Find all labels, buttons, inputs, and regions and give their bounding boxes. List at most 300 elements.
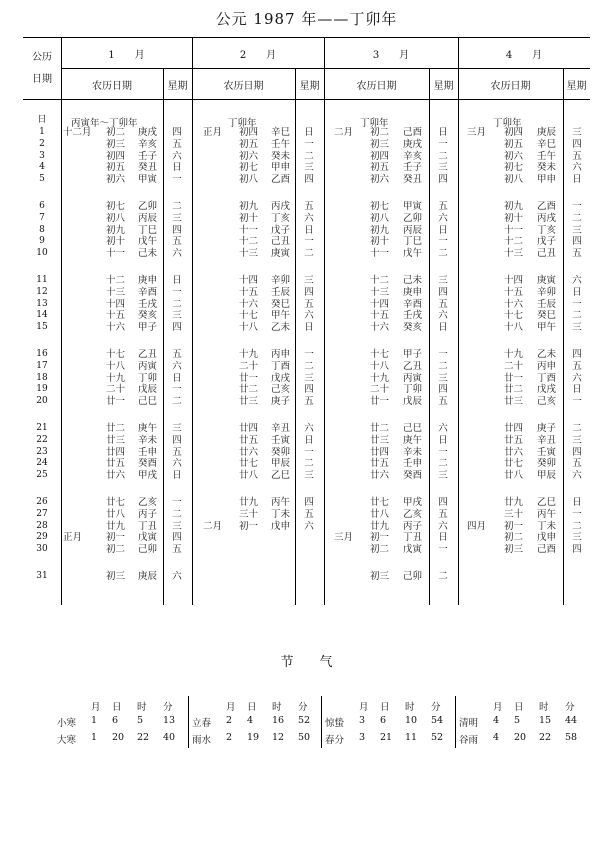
weekday: 二	[438, 150, 448, 162]
day-number: 11	[36, 275, 48, 285]
weekday: 日	[572, 286, 582, 298]
jieqi-value: 11	[405, 732, 418, 743]
ganzhi: 壬寅	[537, 446, 557, 458]
jieqi-value: 4	[493, 732, 500, 743]
weekday: 六	[172, 571, 182, 582]
lunar-day: 廿八	[106, 508, 126, 520]
ganzhi: 乙酉	[537, 201, 557, 212]
weekday: 四	[572, 446, 582, 458]
lunar-month: 四月	[467, 520, 487, 532]
lunar-day: 初五	[504, 138, 524, 150]
lunar-day: 初六	[370, 174, 390, 186]
day-number: 1	[39, 127, 45, 137]
weekday: 四	[172, 127, 182, 138]
weekday: 二	[304, 248, 314, 260]
weekday: 六	[304, 423, 314, 434]
day-number: 12	[36, 286, 48, 297]
week-header: 星期	[566, 81, 587, 92]
weekday: 日	[438, 322, 448, 334]
lunar-day: 初十	[370, 236, 390, 248]
ganzhi: 己未	[138, 248, 158, 260]
col-divider	[429, 68, 430, 605]
jieqi-value: 54	[431, 715, 444, 726]
lunar-day: 廿四	[504, 423, 524, 434]
ganzhi: 己丑	[271, 236, 291, 248]
lunar-day: 廿一	[106, 396, 126, 408]
jieqi-name: 小寒	[57, 718, 77, 729]
weekday: 五	[572, 248, 582, 260]
ganzhi: 丁未	[537, 520, 557, 532]
jieqi-value: 21	[380, 732, 393, 743]
ganzhi: 乙卯	[403, 212, 423, 224]
jieqi-value: 1	[91, 715, 98, 726]
lunar-day: 十三	[239, 248, 259, 260]
lunar-day: 初六	[106, 174, 126, 186]
jieqi-name: 谷雨	[459, 735, 479, 746]
day-number: 2	[39, 138, 45, 149]
weekday: 二	[438, 571, 448, 582]
lunar-day: 廿九	[239, 497, 259, 508]
jieqi-col-header: 月	[359, 702, 369, 713]
ganzhi: 丁卯	[138, 372, 158, 384]
ganzhi: 丁亥	[537, 224, 557, 236]
weekday: 一	[572, 396, 582, 408]
lunar-day: 十九	[106, 372, 126, 384]
ganzhi: 壬辰	[271, 286, 291, 298]
weekday: 六	[172, 248, 182, 260]
weekday: 一	[172, 286, 182, 298]
jieqi-value: 22	[539, 732, 552, 743]
lunar-day: 十九	[504, 349, 524, 360]
weekday: 二	[172, 396, 182, 408]
lunar-day: 三十	[504, 508, 524, 520]
ganzhi: 辛卯	[537, 286, 557, 298]
lunar-day: 初二	[370, 544, 390, 556]
weekday: 二	[438, 360, 448, 372]
ganzhi: 庚寅	[271, 248, 291, 260]
ganzhi: 丙子	[403, 520, 423, 532]
ganzhi: 甲午	[271, 310, 291, 322]
weekday: 一	[438, 349, 448, 360]
ganzhi: 乙巳	[271, 470, 291, 482]
weekday: 二	[172, 201, 182, 212]
month-header-2: 2 月	[239, 50, 277, 61]
lunar-day: 二十	[370, 384, 390, 396]
col-divider	[563, 68, 564, 605]
weekday: 六	[304, 212, 314, 224]
ganzhi: 己丑	[537, 248, 557, 260]
jieqi-value: 50	[298, 732, 311, 743]
weekday: 一	[172, 497, 182, 508]
weekday: 日	[172, 275, 182, 286]
day-number: 6	[39, 201, 45, 211]
weekday: 五	[572, 360, 582, 372]
lunar-day: 初四	[239, 127, 259, 138]
ganzhi: 癸未	[271, 150, 291, 162]
weekday: 六	[304, 520, 314, 532]
jieqi-value: 13	[163, 715, 176, 726]
ganzhi: 癸酉	[403, 470, 423, 482]
weekday: 四	[572, 236, 582, 248]
weekday: 三	[572, 532, 582, 544]
day-number: 22	[36, 434, 48, 445]
ganzhi: 戊子	[537, 236, 557, 248]
weekday: 三	[572, 127, 582, 138]
ganzhi: 壬申	[403, 458, 423, 470]
jieqi-col-header: 分	[298, 702, 308, 713]
col-divider	[295, 68, 296, 605]
ganzhi: 戊午	[403, 248, 423, 260]
ganzhi: 己酉	[537, 544, 557, 556]
day-number: 7	[39, 212, 45, 223]
ganzhi: 甲寅	[138, 174, 158, 186]
ganzhi: 乙亥	[403, 508, 423, 520]
weekday: 六	[438, 520, 448, 532]
lunar-day: 廿一	[504, 372, 524, 384]
jieqi-col-header: 分	[565, 702, 575, 713]
lunar-day: 初八	[370, 212, 390, 224]
jieqi-divider	[321, 696, 322, 748]
ganzhi: 戊寅	[138, 532, 158, 544]
jieqi-value: 16	[272, 715, 285, 726]
jieqi-value: 5	[514, 715, 521, 726]
lunar-day: 十八	[239, 322, 259, 334]
weekday: 五	[172, 446, 182, 458]
weekday: 一	[438, 544, 448, 556]
weekday: 一	[304, 349, 314, 360]
jieqi-value: 6	[380, 715, 387, 726]
lunar-day: 廿五	[504, 434, 524, 446]
weekday: 一	[438, 138, 448, 150]
jieqi-col-header: 月	[91, 702, 101, 713]
ganzhi: 己亥	[271, 384, 291, 396]
weekday: 一	[438, 446, 448, 458]
ganzhi: 辛酉	[403, 298, 423, 310]
ganzhi: 癸未	[537, 162, 557, 174]
ganzhi: 己未	[403, 275, 423, 286]
lunar-day: 初一	[370, 532, 390, 544]
weekday: 日	[572, 384, 582, 396]
ganzhi: 丙寅	[138, 360, 158, 372]
weekday: 三	[304, 275, 314, 286]
lunar-day: 廿四	[370, 446, 390, 458]
weekday: 二	[172, 298, 182, 310]
lunar-day: 初十	[239, 212, 259, 224]
lunar-day: 十六	[370, 322, 390, 334]
page-title: 公元 1987 年——丁卯年	[215, 10, 398, 28]
day-number: 30	[36, 544, 48, 555]
weekday: 一	[438, 236, 448, 248]
ganzhi: 辛亥	[403, 150, 423, 162]
weekday: 三	[438, 162, 448, 174]
col-divider	[458, 37, 459, 605]
ganzhi: 丁丑	[138, 520, 158, 532]
jieqi-col-header: 时	[137, 702, 147, 713]
lunar-day: 廿三	[239, 396, 259, 408]
weekday: 五	[304, 298, 314, 310]
ganzhi: 乙未	[537, 349, 557, 360]
weekday: 三	[572, 224, 582, 236]
lunar-day: 初七	[370, 201, 390, 212]
ganzhi: 乙丑	[138, 349, 158, 360]
lunar-day: 初九	[106, 224, 126, 236]
day-number: 21	[36, 423, 48, 433]
weekday: 六	[172, 150, 182, 162]
year-label: 丙寅年～丁卯年	[71, 118, 138, 129]
lunar-month: 正月	[63, 532, 83, 544]
month-header-3: 3 月	[372, 50, 410, 61]
ganzhi: 戊寅	[403, 544, 423, 556]
jieqi-title: 节 气	[280, 655, 333, 670]
lunar-day: 廿三	[504, 396, 524, 408]
jieqi-value: 12	[272, 732, 285, 743]
weekday: 二	[572, 310, 582, 322]
ganzhi: 壬戌	[138, 298, 158, 310]
weekday: 五	[572, 458, 582, 470]
day-number: 20	[36, 396, 48, 407]
lunar-day: 十七	[504, 310, 524, 322]
ganzhi: 丙戌	[271, 201, 291, 212]
weekday: 五	[438, 396, 448, 408]
lunar-day: 十七	[106, 349, 126, 360]
lunar-month: 十二月	[63, 127, 92, 138]
day-number: 27	[36, 508, 48, 519]
jieqi-divider	[455, 696, 456, 748]
lunar-day: 初十	[106, 236, 126, 248]
weekday: 三	[438, 372, 448, 384]
day-number: 18	[36, 372, 48, 383]
ganzhi: 戊申	[537, 532, 557, 544]
lunar-day: 初九	[504, 201, 524, 212]
lunar-day: 十一	[239, 224, 259, 236]
lunar-day: 廿九	[370, 520, 390, 532]
weekday: 三	[438, 275, 448, 286]
weekday: 六	[572, 162, 582, 174]
lunar-day: 十二	[504, 236, 524, 248]
day-number: 8	[39, 224, 45, 235]
ganzhi: 辛未	[138, 434, 158, 446]
lunar-day: 十四	[106, 298, 126, 310]
jieqi-value: 20	[514, 732, 527, 743]
weekday: 五	[172, 544, 182, 556]
lunar-day: 十三	[106, 286, 126, 298]
jieqi-value: 1	[91, 732, 98, 743]
weekday: 五	[438, 298, 448, 310]
weekday: 四	[438, 497, 448, 508]
weekday: 日	[438, 127, 448, 138]
day-number: 24	[36, 458, 48, 469]
weekday: 四	[172, 532, 182, 544]
lunar-day: 初二	[370, 127, 390, 138]
ganzhi: 乙卯	[138, 201, 158, 212]
lunar-day: 初二	[106, 544, 126, 556]
ganzhi: 乙巳	[537, 497, 557, 508]
lunar-day: 初六	[504, 150, 524, 162]
weekday: 六	[572, 275, 582, 286]
weekday: 五	[438, 508, 448, 520]
week-header: 星期	[433, 81, 454, 92]
lunar-day: 初八	[239, 174, 259, 186]
weekday: 六	[572, 372, 582, 384]
lunar-day: 二十	[106, 384, 126, 396]
weekday: 四	[304, 384, 314, 396]
lunar-day: 十九	[239, 349, 259, 360]
lunar-day: 廿七	[106, 497, 126, 508]
ganzhi: 丁卯	[403, 384, 423, 396]
weekday: 五	[304, 201, 314, 212]
lunar-day: 十一	[504, 224, 524, 236]
lunar-day: 十八	[106, 360, 126, 372]
lunar-day: 二十	[239, 360, 259, 372]
lunar-day: 十六	[504, 298, 524, 310]
lunar-day: 廿九	[504, 497, 524, 508]
year-label: 丁卯年	[360, 118, 389, 129]
ganzhi: 庚辰	[138, 571, 158, 582]
ganzhi: 己巳	[138, 396, 158, 408]
lunar-day: 初三	[370, 138, 390, 150]
lunar-day: 廿六	[370, 470, 390, 482]
ganzhi: 丁巳	[138, 224, 158, 236]
ganzhi: 己亥	[537, 396, 557, 408]
day-number: 13	[36, 298, 48, 309]
jieqi-name: 立春	[192, 718, 212, 729]
weekday: 四	[172, 434, 182, 446]
ganzhi: 丙子	[138, 508, 158, 520]
jieqi-value: 5	[137, 715, 144, 726]
jieqi-name: 大寒	[57, 735, 77, 746]
nongli-header: 农历日期	[356, 81, 397, 92]
ganzhi: 乙酉	[271, 174, 291, 186]
jieqi-value: 10	[405, 715, 418, 726]
day-number: 3	[39, 150, 45, 161]
lunar-day: 初一	[239, 520, 259, 532]
ganzhi: 丙寅	[403, 372, 423, 384]
jieqi-value: 44	[565, 715, 578, 726]
ganzhi: 戊辰	[138, 384, 158, 396]
col-divider	[163, 68, 164, 605]
ganzhi: 戊午	[138, 236, 158, 248]
ganzhi: 癸酉	[138, 458, 158, 470]
col-divider	[61, 37, 62, 605]
lunar-day: 十二	[106, 275, 126, 286]
lunar-day: 廿二	[106, 423, 126, 434]
jieqi-col-header: 日	[380, 702, 390, 713]
lunar-day: 廿五	[370, 458, 390, 470]
ganzhi: 癸丑	[138, 162, 158, 174]
weekday: 五	[572, 150, 582, 162]
weekday: 六	[304, 310, 314, 322]
lunar-day: 初八	[106, 212, 126, 224]
ganzhi: 戊辰	[403, 396, 423, 408]
weekday: 日	[172, 372, 182, 384]
jieqi-col-header: 时	[539, 702, 549, 713]
lunar-day: 廿一	[239, 372, 259, 384]
lunar-day: 廿九	[106, 520, 126, 532]
corner-label-top: 公历	[32, 52, 52, 63]
day-number: 4	[39, 162, 45, 173]
weekday: 日	[438, 434, 448, 446]
lunar-day: 廿八	[504, 470, 524, 482]
ganzhi: 甲辰	[537, 470, 557, 482]
ganzhi: 壬辰	[537, 298, 557, 310]
ganzhi: 庚午	[403, 434, 423, 446]
weekday: 四	[438, 384, 448, 396]
lunar-day: 廿七	[239, 458, 259, 470]
ganzhi: 甲子	[138, 322, 158, 334]
weekday: 四	[438, 286, 448, 298]
day-number: 26	[36, 497, 48, 507]
ganzhi: 庚午	[138, 423, 158, 434]
ganzhi: 癸巳	[271, 298, 291, 310]
lunar-day: 十九	[370, 372, 390, 384]
weekday: 六	[438, 310, 448, 322]
lunar-day: 廿六	[504, 446, 524, 458]
jieqi-col-header: 分	[163, 702, 173, 713]
ganzhi: 丁酉	[537, 372, 557, 384]
lunar-day: 十四	[504, 275, 524, 286]
ganzhi: 戊申	[271, 520, 291, 532]
weekday: 四	[304, 497, 314, 508]
weekday: 二	[572, 212, 582, 224]
weekday: 四	[304, 174, 314, 186]
day-number: 19	[36, 384, 48, 395]
weekday: 六	[172, 360, 182, 372]
ganzhi: 丁丑	[403, 532, 423, 544]
calendar-table	[23, 37, 590, 605]
weekday: 日	[304, 224, 314, 236]
weekday: 三	[304, 470, 314, 482]
weekday: 五	[304, 396, 314, 408]
nongli-header: 农历日期	[490, 81, 531, 92]
lunar-day: 廿三	[106, 434, 126, 446]
lunar-day: 十七	[239, 310, 259, 322]
jieqi-value: 3	[359, 732, 366, 743]
ganzhi: 甲戌	[138, 470, 158, 482]
lunar-day: 十二	[239, 236, 259, 248]
ganzhi: 癸卯	[271, 446, 291, 458]
jieqi-name: 雨水	[192, 735, 212, 746]
ganzhi: 戊戌	[271, 372, 291, 384]
lunar-day: 廿五	[106, 458, 126, 470]
lunar-day: 十八	[504, 322, 524, 334]
weekday: 一	[304, 446, 314, 458]
jieqi-col-header: 分	[431, 702, 441, 713]
ganzhi: 辛卯	[271, 275, 291, 286]
ganzhi: 甲寅	[403, 201, 423, 212]
lunar-day: 十一	[370, 248, 390, 260]
jieqi-col-header: 日	[514, 702, 524, 713]
ganzhi: 庚寅	[537, 275, 557, 286]
ganzhi: 庚子	[537, 423, 557, 434]
lunar-day: 初六	[239, 150, 259, 162]
lunar-day: 廿二	[370, 423, 390, 434]
weekday: 五	[172, 349, 182, 360]
ganzhi: 壬子	[403, 162, 423, 174]
ganzhi: 戊戌	[537, 384, 557, 396]
lunar-day: 廿八	[370, 508, 390, 520]
jieqi-col-header: 日	[247, 702, 257, 713]
ganzhi: 壬子	[138, 150, 158, 162]
weekday: 日	[304, 434, 314, 446]
lunar-day: 初五	[106, 162, 126, 174]
weekday: 日	[572, 174, 582, 186]
lunar-day: 十八	[370, 360, 390, 372]
ganzhi: 丙申	[271, 349, 291, 360]
weekday: 四	[572, 544, 582, 556]
week-header: 星期	[167, 81, 188, 92]
ganzhi: 丁酉	[271, 360, 291, 372]
lunar-day: 廿八	[239, 470, 259, 482]
